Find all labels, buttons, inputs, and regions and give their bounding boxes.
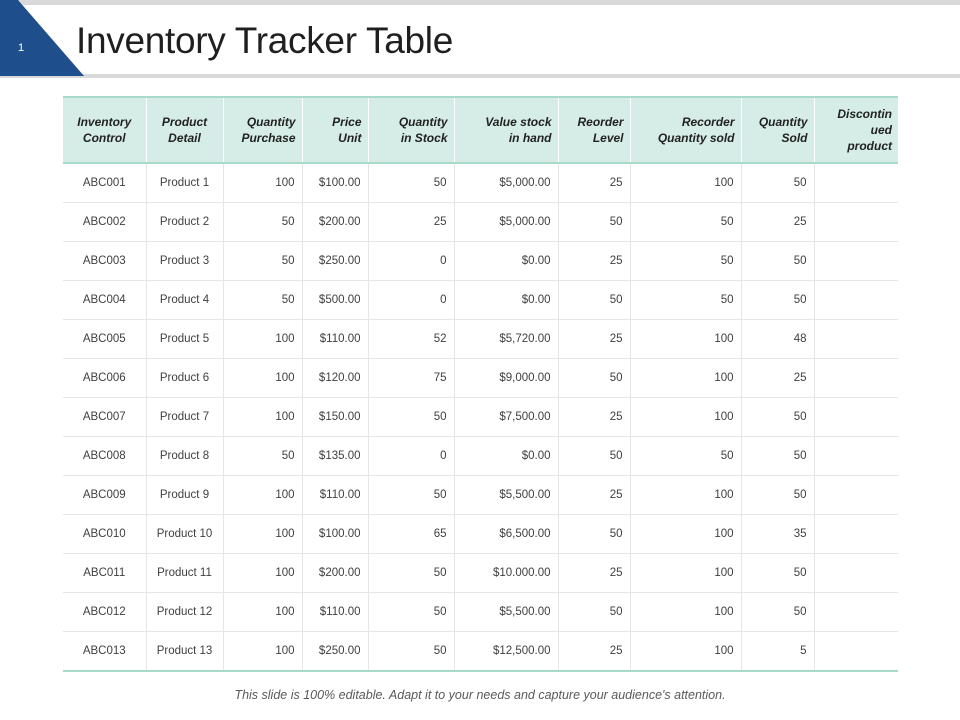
- table-cell: 25: [558, 320, 630, 359]
- table-cell: $110.00: [302, 476, 368, 515]
- table-cell: 50: [223, 242, 302, 281]
- table-cell: [814, 203, 898, 242]
- table-row: [63, 359, 898, 398]
- table-cell: ABC009: [63, 476, 146, 515]
- table-cell: 100: [223, 398, 302, 437]
- table-cell: $135.00: [302, 437, 368, 476]
- table-cell: [814, 359, 898, 398]
- table-cell: 25: [558, 242, 630, 281]
- table-cell: $5,500.00: [454, 476, 558, 515]
- table-row: [63, 320, 898, 359]
- table-cell: 100: [223, 320, 302, 359]
- column-header-line: Reorder: [577, 115, 624, 129]
- table-cell: 50: [558, 281, 630, 320]
- table-cell: [814, 163, 898, 203]
- table-cell: $110.00: [302, 593, 368, 632]
- table-cell: 50: [558, 203, 630, 242]
- table-cell: 50: [368, 398, 454, 437]
- table-cell: ABC008: [63, 437, 146, 476]
- table-cell: 50: [630, 203, 741, 242]
- column-header-line: Control: [82, 131, 126, 145]
- table-cell: $100.00: [302, 515, 368, 554]
- table-cell: 50: [368, 476, 454, 515]
- slide-number-badge: [0, 0, 84, 76]
- column-header-line: Level: [592, 131, 624, 145]
- table-cell: 25: [558, 632, 630, 672]
- top-accent-bar: [18, 0, 960, 5]
- table-row: [63, 281, 898, 320]
- column-header: [814, 97, 898, 163]
- table-cell: 50: [630, 437, 741, 476]
- column-header-line: Recorder: [681, 115, 735, 129]
- table-cell: Product 12: [146, 593, 223, 632]
- table-row: [63, 593, 898, 632]
- column-header-line: ued: [870, 123, 892, 137]
- table-cell: 100: [630, 476, 741, 515]
- table-cell: 50: [368, 593, 454, 632]
- table-cell: ABC006: [63, 359, 146, 398]
- table-row: [63, 632, 898, 672]
- column-header: [558, 97, 630, 163]
- table-cell: 50: [741, 398, 814, 437]
- table-cell: [814, 437, 898, 476]
- table-cell: 25: [558, 554, 630, 593]
- table-cell: 100: [630, 320, 741, 359]
- table-cell: $150.00: [302, 398, 368, 437]
- table-cell: ABC007: [63, 398, 146, 437]
- table-cell: 50: [741, 281, 814, 320]
- table-cell: 25: [741, 203, 814, 242]
- table-cell: $10.000.00: [454, 554, 558, 593]
- table-cell: 48: [741, 320, 814, 359]
- table-cell: 50: [741, 242, 814, 281]
- table-cell: 100: [630, 593, 741, 632]
- column-header: [63, 97, 146, 163]
- table-cell: $5,500.00: [454, 593, 558, 632]
- table-cell: 65: [368, 515, 454, 554]
- column-header-line: Quantity sold: [657, 131, 735, 145]
- table-cell: 0: [368, 437, 454, 476]
- page-title: Inventory Tracker Table: [76, 20, 453, 61]
- table-cell: $120.00: [302, 359, 368, 398]
- table-cell: ABC013: [63, 632, 146, 672]
- column-header-line: Quantity: [398, 115, 448, 129]
- table-cell: $500.00: [302, 281, 368, 320]
- table-cell: 100: [223, 593, 302, 632]
- table-cell: $5,000.00: [454, 163, 558, 203]
- table-cell: $0.00: [454, 281, 558, 320]
- column-header-line: in Stock: [400, 131, 448, 145]
- table-cell: $110.00: [302, 320, 368, 359]
- table-cell: 100: [223, 632, 302, 672]
- column-header: [223, 97, 302, 163]
- table-cell: 50: [741, 593, 814, 632]
- table-row: [63, 203, 898, 242]
- table-cell: ABC012: [63, 593, 146, 632]
- table-cell: Product 13: [146, 632, 223, 672]
- table-cell: 100: [223, 515, 302, 554]
- table-cell: $9,000.00: [454, 359, 558, 398]
- table-cell: $12,500.00: [454, 632, 558, 672]
- column-header-line: in hand: [508, 131, 552, 145]
- table-cell: 100: [223, 476, 302, 515]
- table-cell: 0: [368, 281, 454, 320]
- table-cell: [814, 242, 898, 281]
- table-cell: 75: [368, 359, 454, 398]
- table-row: [63, 515, 898, 554]
- table-cell: Product 11: [146, 554, 223, 593]
- table-cell: $5,000.00: [454, 203, 558, 242]
- table-cell: $250.00: [302, 632, 368, 672]
- table-cell: Product 5: [146, 320, 223, 359]
- column-header-line: Sold: [781, 131, 808, 145]
- table-cell: [814, 320, 898, 359]
- table-cell: 25: [558, 476, 630, 515]
- table-cell: $7,500.00: [454, 398, 558, 437]
- table-cell: ABC011: [63, 554, 146, 593]
- table-cell: $100.00: [302, 163, 368, 203]
- table-cell: 100: [630, 163, 741, 203]
- column-header-line: product: [847, 139, 892, 153]
- table-cell: [814, 398, 898, 437]
- table-cell: 50: [368, 163, 454, 203]
- table-cell: 50: [741, 437, 814, 476]
- table-cell: 50: [368, 632, 454, 672]
- table-cell: 50: [223, 203, 302, 242]
- footnote: This slide is 100% editable. Adapt it to your needs and capture your audience's attention.: [234, 688, 726, 702]
- table-row: [63, 554, 898, 593]
- table-cell: 100: [223, 359, 302, 398]
- table-cell: $200.00: [302, 203, 368, 242]
- table-cell: 50: [741, 554, 814, 593]
- inventory-table: [63, 96, 898, 672]
- table-cell: Product 1: [146, 163, 223, 203]
- table-cell: $6,500.00: [454, 515, 558, 554]
- table-cell: 52: [368, 320, 454, 359]
- column-header-line: Value stock: [485, 115, 552, 129]
- table-cell: 100: [630, 554, 741, 593]
- table-cell: [814, 476, 898, 515]
- table-cell: ABC001: [63, 163, 146, 203]
- table-row: [63, 437, 898, 476]
- table-cell: Product 10: [146, 515, 223, 554]
- table-cell: Product 8: [146, 437, 223, 476]
- table-cell: Product 3: [146, 242, 223, 281]
- table-body: [63, 163, 898, 671]
- table-cell: [814, 515, 898, 554]
- table-cell: $0.00: [454, 242, 558, 281]
- table-row: [63, 398, 898, 437]
- table-cell: 35: [741, 515, 814, 554]
- table-cell: Product 9: [146, 476, 223, 515]
- column-header: [146, 97, 223, 163]
- table-cell: [814, 281, 898, 320]
- table-cell: Product 2: [146, 203, 223, 242]
- table-cell: 100: [223, 163, 302, 203]
- table-cell: 50: [558, 359, 630, 398]
- table-row: [63, 476, 898, 515]
- table-cell: [814, 554, 898, 593]
- column-header: [741, 97, 814, 163]
- column-header-line: Inventory: [77, 115, 132, 129]
- column-header-line: Price: [332, 115, 362, 129]
- table-cell: 50: [223, 281, 302, 320]
- table-cell: 50: [741, 476, 814, 515]
- table-cell: ABC004: [63, 281, 146, 320]
- table-cell: 50: [741, 163, 814, 203]
- table-cell: Product 6: [146, 359, 223, 398]
- table-cell: 5: [741, 632, 814, 672]
- table-cell: 100: [630, 398, 741, 437]
- table-cell: ABC005: [63, 320, 146, 359]
- table-header-row: [63, 97, 898, 163]
- table-cell: [814, 593, 898, 632]
- table-cell: 50: [368, 554, 454, 593]
- column-header: [454, 97, 558, 163]
- table-cell: $5,720.00: [454, 320, 558, 359]
- table-cell: ABC003: [63, 242, 146, 281]
- table-cell: 100: [630, 515, 741, 554]
- column-header-line: Quantity: [758, 115, 808, 129]
- table-cell: 50: [223, 437, 302, 476]
- column-header-line: Purchase: [241, 131, 296, 145]
- title-underline-bar: [0, 74, 960, 78]
- table-row: [63, 242, 898, 281]
- column-header-line: Detail: [168, 131, 201, 145]
- column-header: [368, 97, 454, 163]
- table-cell: 25: [741, 359, 814, 398]
- table-cell: $200.00: [302, 554, 368, 593]
- table-cell: 100: [630, 359, 741, 398]
- column-header-line: Product: [161, 115, 208, 129]
- table-row: [63, 163, 898, 203]
- table-cell: 50: [630, 242, 741, 281]
- table-cell: [814, 632, 898, 672]
- table-cell: 25: [558, 163, 630, 203]
- column-header-line: Discontin: [837, 107, 892, 121]
- slide-number: 1: [18, 42, 25, 54]
- column-header: [302, 97, 368, 163]
- table-cell: 100: [223, 554, 302, 593]
- column-header-line: Unit: [338, 131, 362, 145]
- table-cell: 50: [558, 515, 630, 554]
- table-cell: 50: [558, 437, 630, 476]
- table-cell: 25: [558, 398, 630, 437]
- table-cell: 25: [368, 203, 454, 242]
- table-cell: Product 7: [146, 398, 223, 437]
- table-cell: $0.00: [454, 437, 558, 476]
- table-cell: Product 4: [146, 281, 223, 320]
- table-cell: 0: [368, 242, 454, 281]
- column-header-line: Quantity: [246, 115, 296, 129]
- table-cell: 50: [630, 281, 741, 320]
- table-cell: 50: [558, 593, 630, 632]
- column-header: [630, 97, 741, 163]
- table-cell: ABC010: [63, 515, 146, 554]
- table-cell: 100: [630, 632, 741, 672]
- table-cell: ABC002: [63, 203, 146, 242]
- table-cell: $250.00: [302, 242, 368, 281]
